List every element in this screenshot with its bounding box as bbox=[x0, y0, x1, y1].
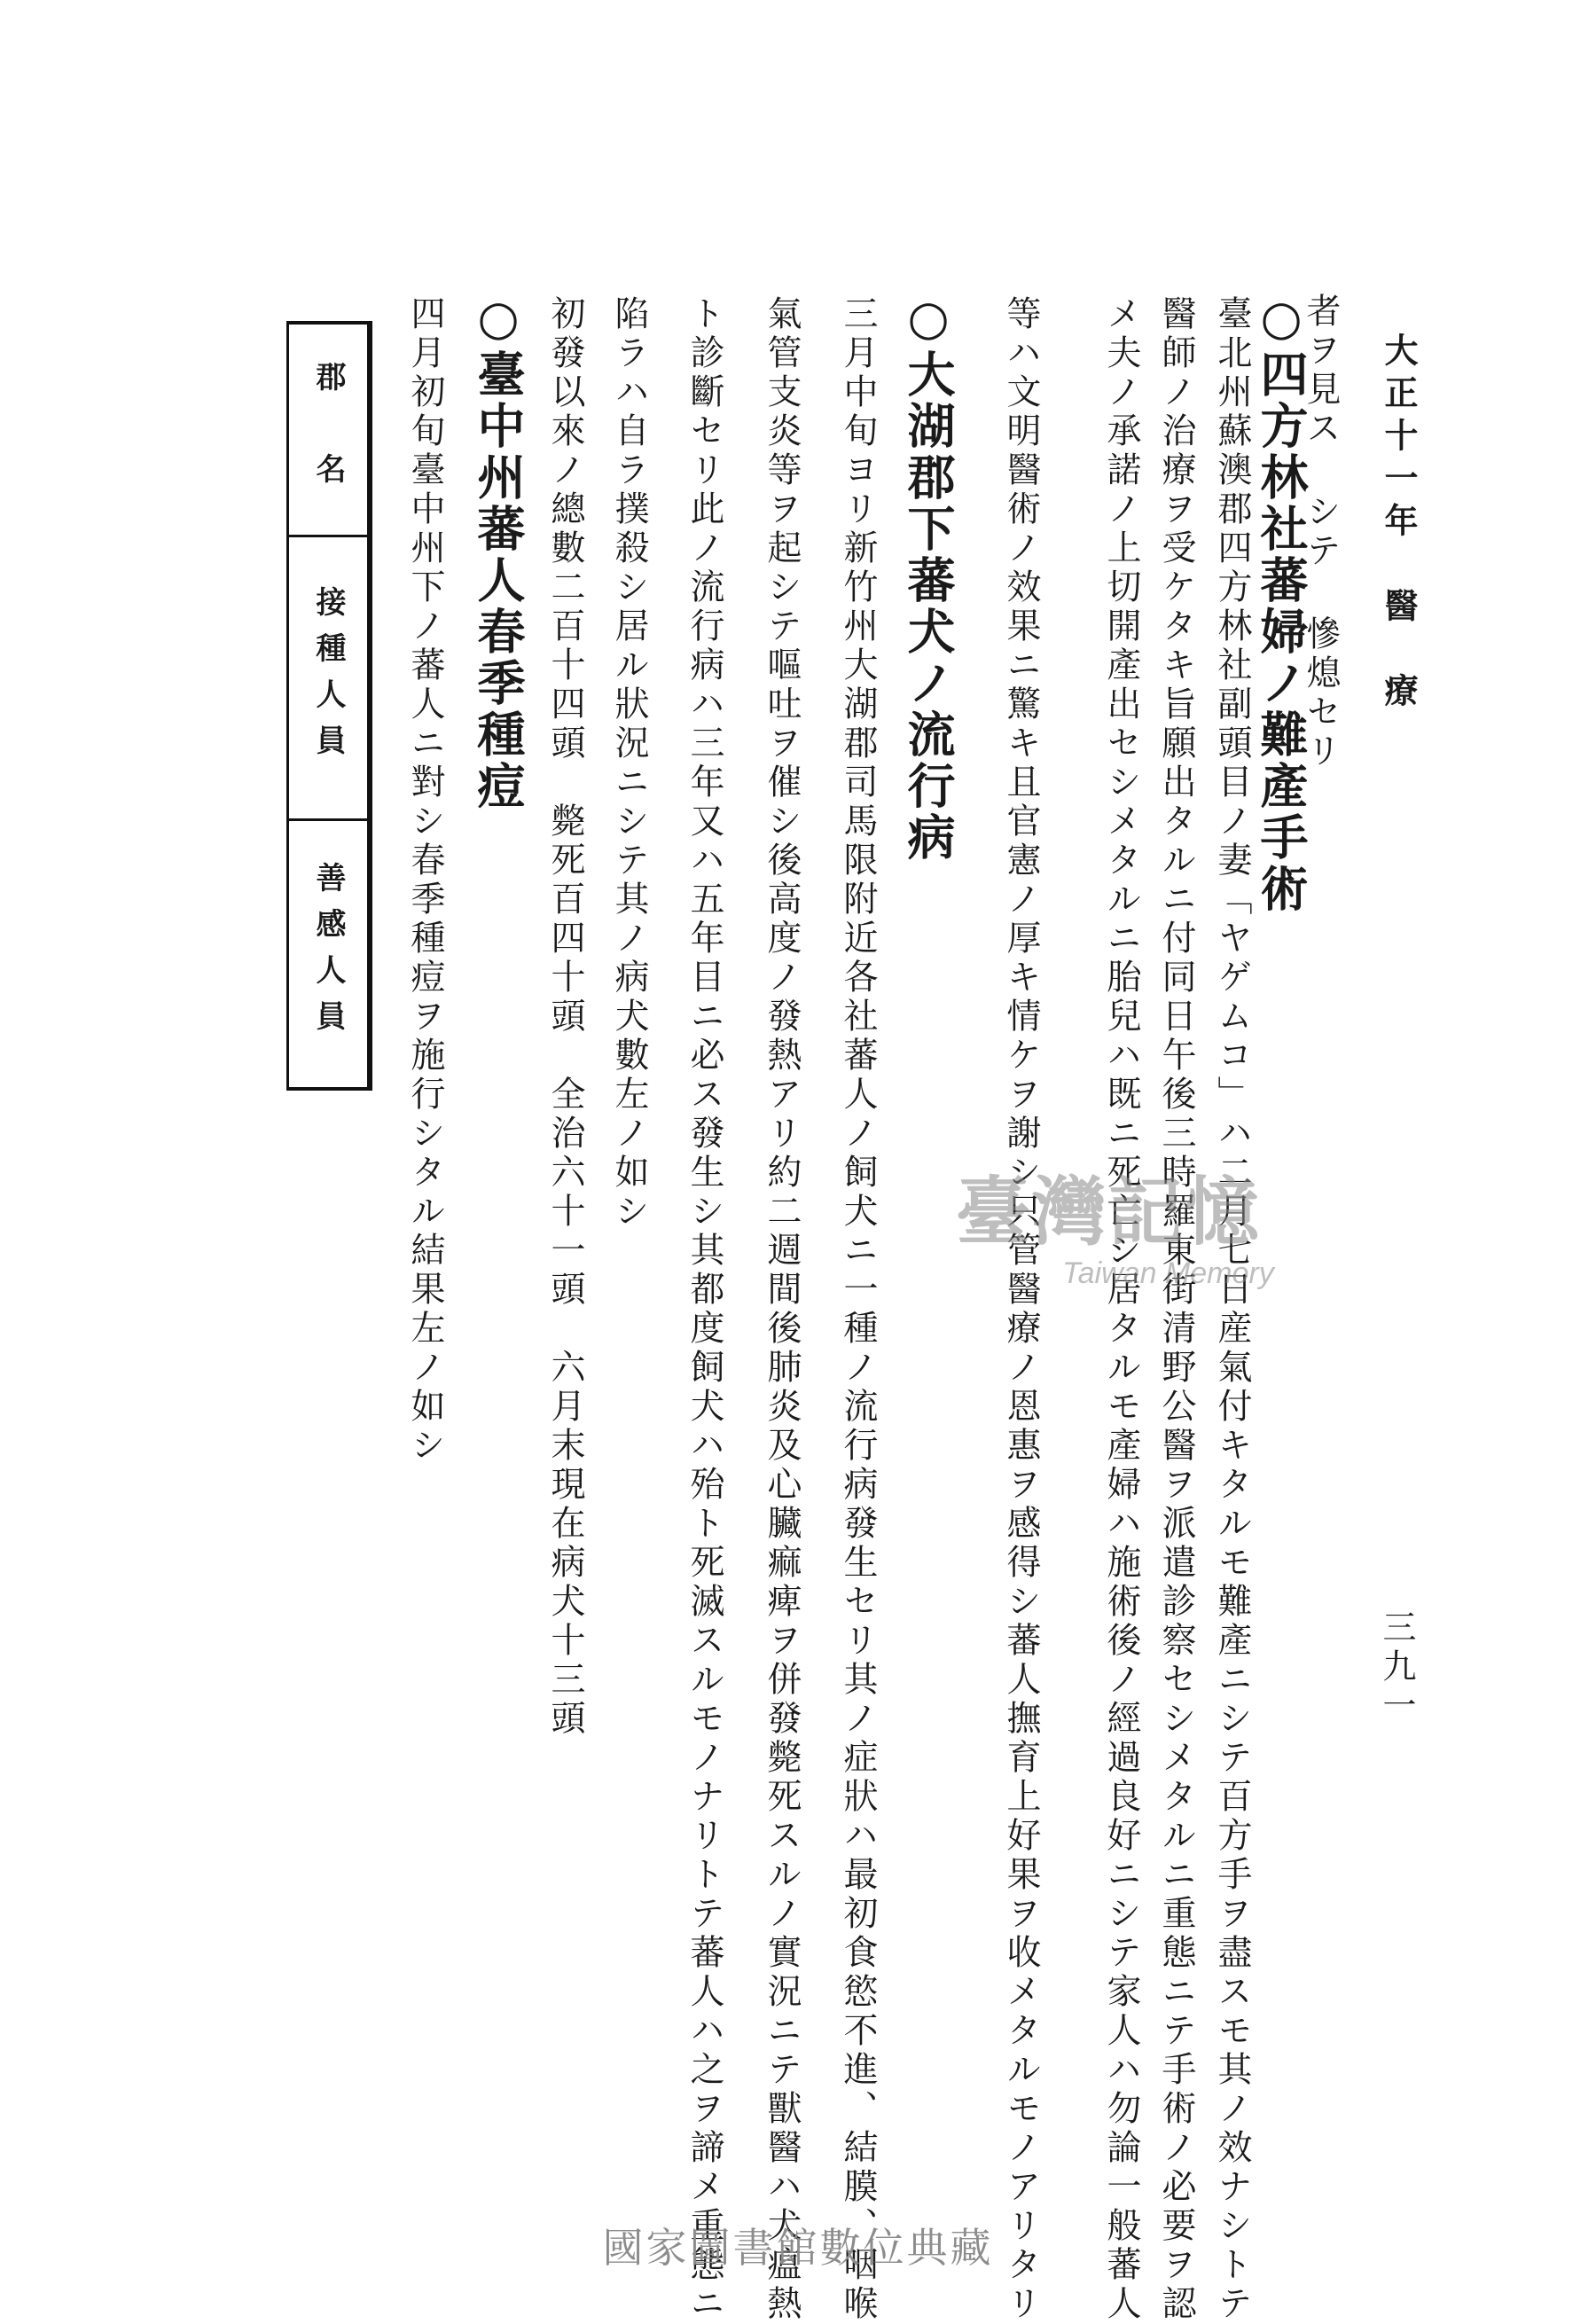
table-header-successful: 善感人員 bbox=[310, 862, 346, 1046]
text-column: 四月初旬臺中州下ノ蕃人ニ對シ春季種痘ヲ施行シタル結果左ノ如シ bbox=[405, 295, 445, 1466]
section-heading: ○四方林社蕃婦ノ難產手術 bbox=[1253, 289, 1310, 915]
text-column: 者ヲ見ス シテ 慘熄セリ bbox=[1301, 293, 1341, 771]
watermark-latin: Taiwan Memory bbox=[1062, 1256, 1274, 1290]
table-header-district: 郡 名 bbox=[310, 360, 346, 499]
table-header-cell bbox=[289, 325, 367, 537]
text-column: 等ハ文明醫術ノ效果ニ驚キ且官憲ノ厚キ情ケヲ謝シ只管醫療ノ恩惠ヲ感得シ蕃人撫育上好果ヲ收メタルモノアリタリ bbox=[1001, 295, 1041, 2324]
table-header-cell bbox=[289, 537, 367, 821]
text-column: 醫師ノ治療ヲ受ケタキ旨願出タルニ付同日午後三時羅東街清野公醫ヲ派遣診察セシメタルニ重態ニテ手術ノ必要ヲ認 bbox=[1156, 295, 1196, 2324]
text-column: 臺北州蘇澳郡四方林社副頭目ノ妻「ヤゲムコ」ハ二月七日産氣付キタルモ難產ニシテ百方手ヲ盡スモ其ノ效ナシトテ bbox=[1212, 295, 1252, 2324]
text-column: メ夫ノ承諾ノ上切開產出セシメタルニ胎兒ハ既ニ死亡シ居タルモ產婦ハ施術後ノ經過良好ニシテ家人ハ勿論一般蕃人 bbox=[1101, 295, 1141, 2324]
text-column: ト診斷セリ此ノ流行病ハ三年又ハ五年目ニ必ス發生シ其都度飼犬ハ殆ト死滅スルモノナリトテ蕃人ハ之ヲ諦メ重態ニ bbox=[685, 295, 724, 2324]
footer-stamp: 國家圖書館數位典藏 bbox=[602, 2224, 994, 2272]
watermark bbox=[956, 1168, 1275, 1303]
section-heading: ○臺中州蕃人春季種痘 bbox=[470, 289, 527, 812]
text-column: 三月中旬ヨリ新竹州大湖郡司馬限附近各社蕃人ノ飼犬ニ一種ノ流行病發生セリ其ノ症狀ハ最初食慾不進、結膜、咽喉 bbox=[838, 295, 878, 2324]
table-header-vaccinated: 接種人員 bbox=[310, 585, 346, 771]
text-column: 初發以來ノ總數二百十四頭 斃死百四十頭 全治六十一頭 六月末現在病犬十三頭 bbox=[545, 295, 585, 1739]
section-heading: ○大湖郡下蕃犬ノ流行病 bbox=[900, 289, 957, 864]
running-head: 大正十一年 醫 療 bbox=[1379, 333, 1419, 716]
text-column: 陷ラハ自ラ撲殺シ居ル狀況ニシテ其ノ病犬數左ノ如シ bbox=[609, 295, 649, 1232]
page-number: 三九一 bbox=[1377, 1609, 1416, 1726]
text-column: 氣管支炎等ヲ起シテ嘔吐ヲ催シ後高度ノ發熱アリ約二週間後肺炎及心臟痲痺ヲ併發斃死スルノ實況ニテ獸醫ハ犬瘟熱 bbox=[762, 295, 802, 2324]
vaccination-table bbox=[286, 321, 372, 1091]
watermark-cjk: 臺灣記憶 bbox=[956, 1168, 1262, 1256]
table-header-cell bbox=[289, 821, 367, 1087]
